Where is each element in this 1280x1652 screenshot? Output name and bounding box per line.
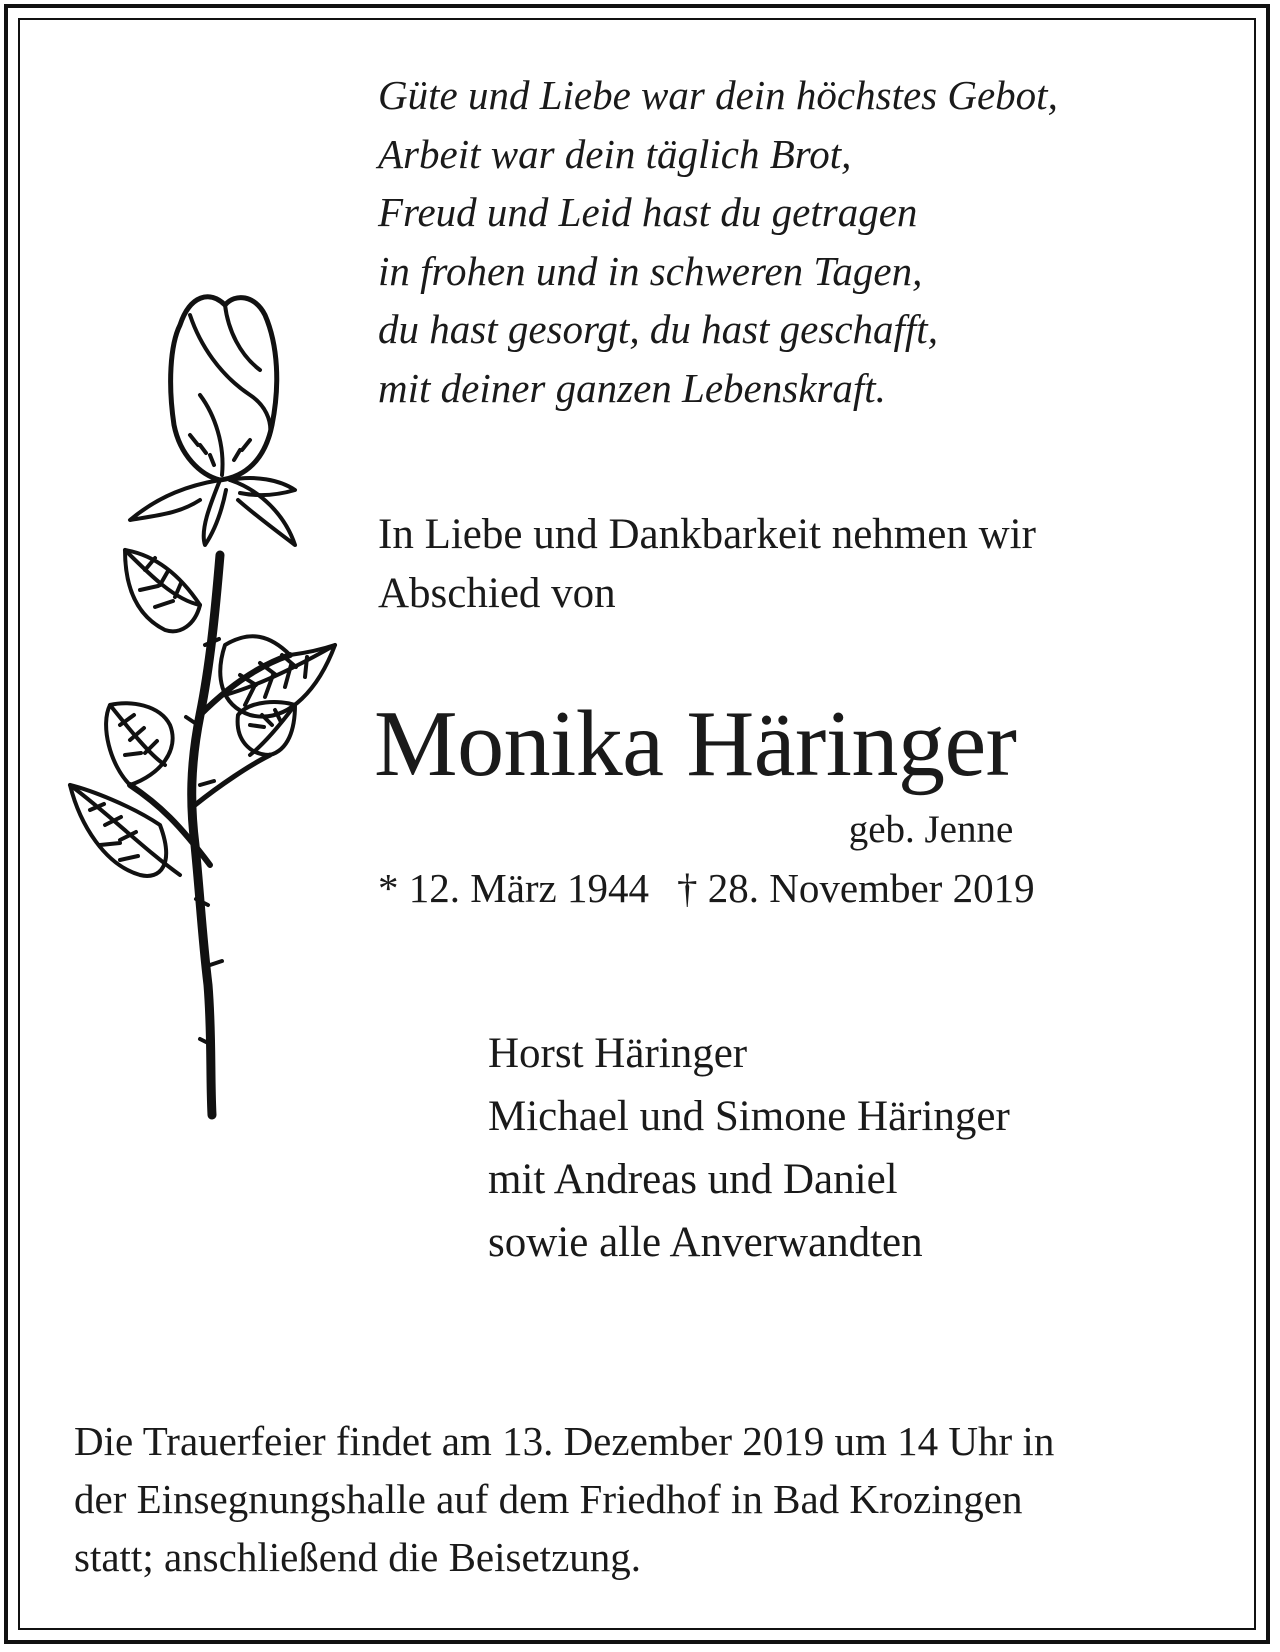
life-dates	[378, 864, 1035, 912]
poem-line: mit deiner ganzen Lebenskraft.	[378, 364, 886, 411]
mourner-line: Michael und Simone Häringer	[488, 1093, 1010, 1140]
poem-line: Güte und Liebe war dein höchstes Gebot,	[378, 72, 1058, 118]
poem	[378, 66, 1058, 417]
poem-line: du hast gesorgt, du hast geschafft,	[378, 306, 938, 352]
mourner-line: mit Andreas und Daniel	[488, 1156, 898, 1203]
service-info	[74, 1412, 1054, 1586]
rose-icon	[50, 285, 370, 1185]
intro-line: In Liebe und Dankbarkeit nehmen wir	[378, 511, 1036, 558]
poem-line: in frohen und in schweren Tagen,	[378, 247, 923, 294]
intro-line: Abschied von	[378, 570, 616, 617]
service-line: der Einsegnungshalle auf dem Friedhof in Bad Krozingen	[74, 1476, 1023, 1522]
maiden-name-row	[0, 808, 1125, 852]
service-line: statt; anschließend die Beisetzung.	[74, 1534, 642, 1580]
death-date: † 28. November 2019	[677, 865, 1035, 911]
service-line: Die Trauerfeier findet am 13. Dezember 2019 um 14 Uhr in	[74, 1418, 1055, 1464]
poem-line: Freud und Leid hast du getragen	[378, 189, 918, 235]
birth-date: * 12. März 1944	[378, 865, 650, 911]
poem-line: Arbeit war dein täglich Brot,	[378, 130, 852, 177]
deceased-name: Monika Häringer	[374, 692, 1017, 796]
maiden-name: geb. Jenne	[848, 808, 1014, 851]
mourner-line: Horst Häringer	[488, 1030, 748, 1077]
farewell-intro	[378, 505, 1036, 623]
mourners-list	[488, 1022, 1010, 1274]
mourner-line: sowie alle Anverwandten	[488, 1219, 923, 1266]
